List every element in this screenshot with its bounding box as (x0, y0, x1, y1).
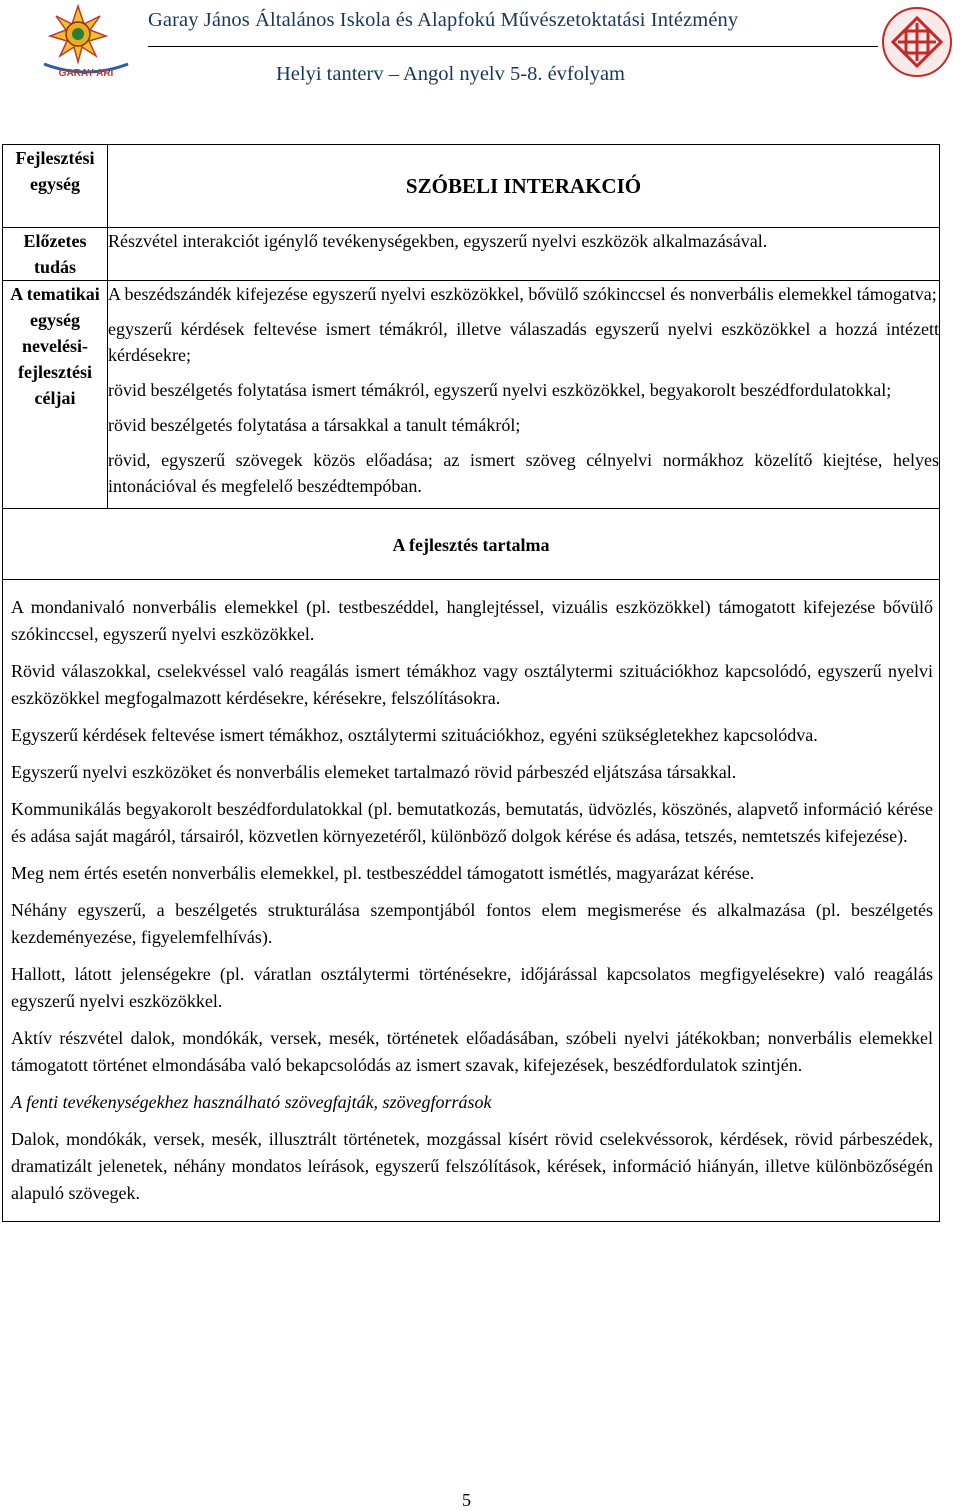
curriculum-title: Helyi tanterv – Angol nyelv 5-8. évfolyam (276, 63, 625, 85)
unit-title: SZÓBELI INTERAKCIÓ (108, 145, 940, 228)
content-item: Meg nem értés esetén nonverbális elemekkel, pl. testbeszéddel támogatott ismétlés, magyarázat kérése. (11, 863, 755, 883)
goal-item: rövid beszélgetés folytatása a társakkal a tanult témákról; (108, 415, 521, 435)
content-item: Kommunikálás begyakorolt beszédfordulatokkal (pl. bemutatkozás, bemutatás, üdvözlés, köszönés, alapvető információ kérése és adása saját magáról, társairól, közvetlen környezetéről, különböző dolgok kérése és adása, tetszés, nemtetszés kifejezése). (11, 799, 933, 846)
goals-label: A tematikai egység nevelési-fejlesztési céljai (10, 284, 100, 408)
content-item: Egyszerű nyelvi eszközöket és nonverbális elemeket tartalmazó rövid párbeszéd eljátszása társakkal. (11, 762, 737, 782)
page-number: 5 (462, 1490, 471, 1510)
content-title-cell (3, 509, 940, 580)
content-item: Aktív részvétel dalok, mondókák, versek, mesék, történetek előadásában, szóbeli nyelvi játékokban; nonverbális elemekkel támogatott történet elmondásába való bekapcsolódás az ismert szavak, kifejezések, beszédfordulatok szintjén. (11, 1028, 933, 1075)
goals-label-cell (3, 281, 108, 509)
prior-knowledge-label-cell (3, 228, 108, 281)
page-header (0, 0, 960, 100)
svg-text:GARAY ARI: GARAY ARI (58, 68, 114, 79)
content-cell (3, 580, 940, 1222)
content-title: A fejlesztés tartalma (392, 535, 550, 555)
content-item: A mondanivaló nonverbális elemekkel (pl. testbeszéddel, hanglejtéssel, vizuális eszközökkel) támogatott kifejezése bővülő szókinccsel, egyszerű nyelvi eszközökkel. (11, 597, 933, 644)
knot-emblem-icon (878, 4, 956, 80)
prior-knowledge-text: Részvétel interakciót igénylő tevékenységekben, egyszerű nyelvi eszközök alkalmazásával. (108, 228, 940, 281)
school-logo-icon (38, 4, 134, 82)
content-item: Rövid válaszokkal, cselekvéssel való reagálás ismert témákhoz vagy osztálytermi szituációkhoz kapcsolódó, egyszerű nyelvi eszközökkel megfogalmazott kérdésekre, kérésekre, felszólításokra. (11, 661, 933, 708)
text-types-text: Dalok, mondókák, versek, mesék, illusztrált történetek, mozgással kísért rövid cselekvéssorok, kérdések, rövid párbeszédek, dramatizált jelenetek, néhány mondatos leírások, egyszerű felszólítások, kérések, információ hiányán, illetve különbözőségén alapuló szövegek. (11, 1129, 933, 1203)
goals-cell (108, 281, 940, 509)
goal-item: egyszerű kérdések feltevése ismert témákról, illetve válaszadás egyszerű nyelvi eszközökkel a hozzá intézett kérdésekre; (108, 319, 939, 365)
header-rule (148, 46, 878, 47)
goal-item: A beszédszándék kifejezése egyszerű nyelvi eszközökkel, bővülő szókinccsel és nonverbális elemekkel támogatva; (108, 284, 937, 304)
text-types-title: A fenti tevékenységekhez használható szövegfajták, szövegforrások (11, 1092, 492, 1112)
content-item: Hallott, látott jelenségekre (pl. váratlan osztálytermi történésekre, időjárással kapcsolatos megfigyelésekre) való reagálás egyszerű nyelvi eszközökkel. (11, 964, 933, 1011)
unit-label-cell (3, 145, 108, 228)
content-item: Néhány egyszerű, a beszélgetés strukturálása szempontjából fontos elem megismerése és alkalmazása (pl. beszélgetés kezdeményezése, figyelemfelhívás). (11, 900, 933, 947)
goal-item: rövid, egyszerű szövegek közös előadása; az ismert szöveg célnyelvi normákhoz közelítő kiejtése, helyes intonációval és megfelelő beszédtempóban. (108, 450, 939, 496)
prior-knowledge-label: Előzetes tudás (23, 231, 87, 277)
curriculum-table (2, 144, 940, 1222)
school-name: Garay János Általános Iskola és Alapfokú Művészetoktatási Intézmény (148, 9, 739, 31)
goal-item: rövid beszélgetés folytatása ismert témákról, egyszerű nyelvi eszközökkel, begyakorolt beszédfordulatokkal; (108, 380, 892, 400)
unit-label: Fejlesztési egység (15, 148, 95, 194)
content-item: Egyszerű kérdések feltevése ismert témákhoz, osztálytermi szituációkhoz, egyéni szükségletekhez kapcsolódva. (11, 725, 818, 745)
